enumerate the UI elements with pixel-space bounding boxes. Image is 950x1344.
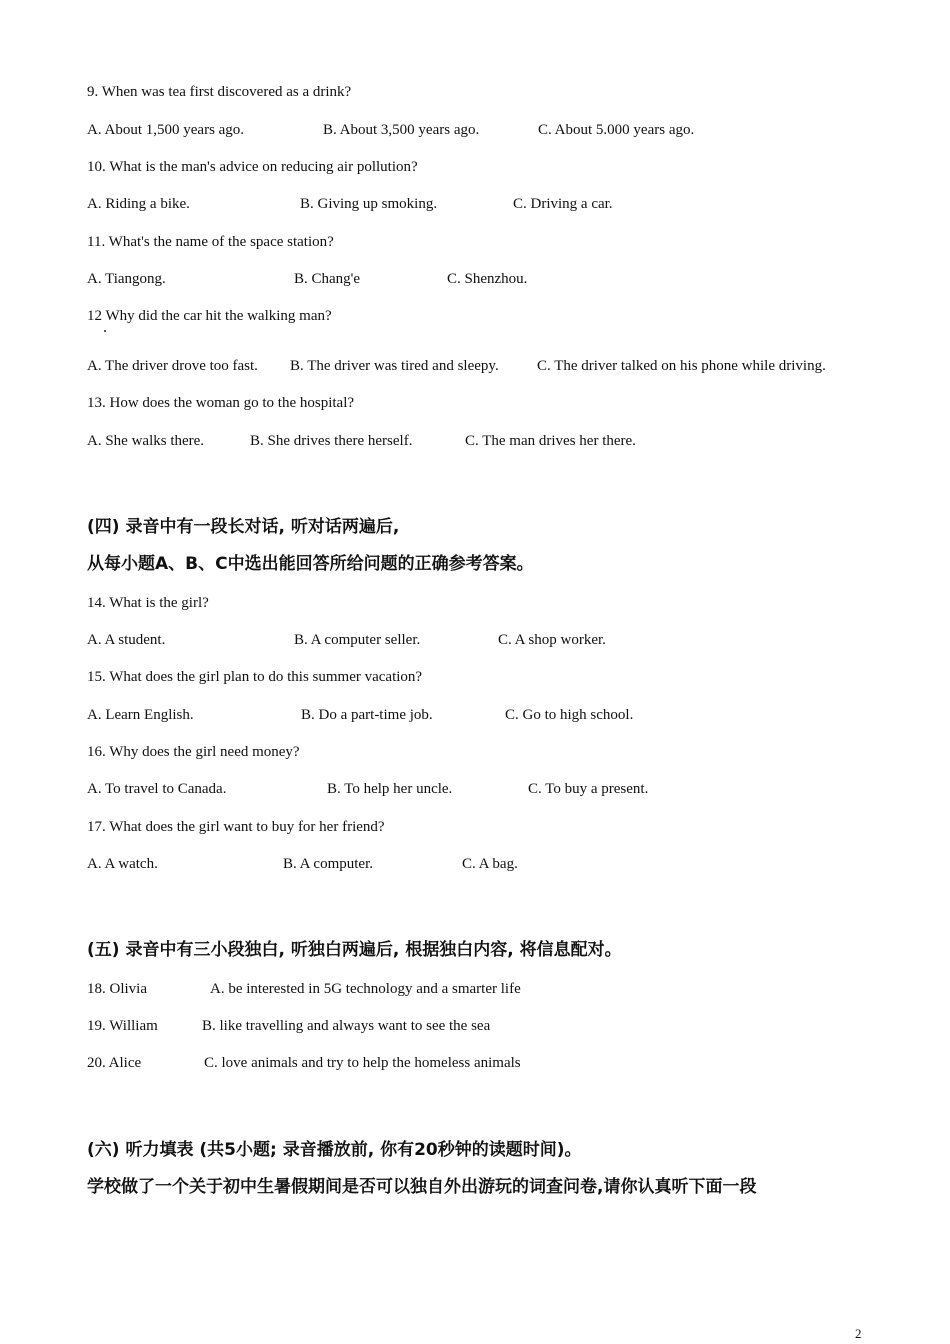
option-14a: A. A student. bbox=[87, 632, 166, 648]
match-name-18: 18. Olivia bbox=[87, 981, 147, 997]
question-10: 10. What is the man's advice on reducing air pollution? bbox=[87, 159, 418, 175]
option-10c: C. Driving a car. bbox=[513, 196, 613, 212]
question-9: 9. When was tea first discovered as a drink? bbox=[87, 84, 352, 100]
option-10b: B. Giving up smoking. bbox=[300, 196, 438, 212]
option-13b: B. She drives there herself. bbox=[250, 433, 413, 449]
option-13a: A. She walks there. bbox=[87, 433, 205, 449]
section-4-instructions: 从每小题A、B、C中选出能回答所给问题的正确参考答案。 bbox=[87, 554, 534, 574]
option-17b: B. A computer. bbox=[283, 856, 373, 872]
option-10a: A. Riding a bike. bbox=[87, 196, 190, 212]
match-info-b: B. like travelling and always want to see the sea bbox=[202, 1018, 491, 1034]
option-16a: A. To travel to Canada. bbox=[87, 781, 227, 797]
question-13: 13. How does the woman go to the hospital? bbox=[87, 395, 355, 411]
stray-dot bbox=[104, 330, 106, 332]
option-11a: A. Tiangong. bbox=[87, 271, 166, 287]
option-9a: A. About 1,500 years ago. bbox=[87, 122, 245, 138]
question-16: 16. Why does the girl need money? bbox=[87, 744, 300, 760]
section-5-title: (五) 录音中有三小段独白, 听独白两遍后, 根据独白内容, 将信息配对。 bbox=[87, 940, 622, 960]
option-14b: B. A computer seller. bbox=[294, 632, 421, 648]
option-12a: A. The driver drove too fast. bbox=[87, 358, 258, 374]
option-9c: C. About 5.000 years ago. bbox=[538, 122, 695, 138]
option-13c: C. The man drives her there. bbox=[465, 433, 636, 449]
option-15b: B. Do a part-time job. bbox=[301, 707, 433, 723]
option-16c: C. To buy a present. bbox=[528, 781, 649, 797]
section-6-title: (六) 听力填表 (共5小题; 录音播放前, 你有20秒钟的读题时间)。 bbox=[87, 1140, 582, 1160]
option-12b: B. The driver was tired and sleepy. bbox=[290, 358, 499, 374]
match-name-20: 20. Alice bbox=[87, 1055, 142, 1071]
option-12c: C. The driver talked on his phone while driving. bbox=[537, 358, 826, 374]
match-name-19: 19. William bbox=[87, 1018, 158, 1034]
match-info-c: C. love animals and try to help the homeless animals bbox=[204, 1055, 521, 1071]
question-12: 12 Why did the car hit the walking man? bbox=[87, 308, 332, 324]
option-14c: C. A shop worker. bbox=[498, 632, 606, 648]
section-6-intro: 学校做了一个关于初中生暑假期间是否可以独自外出游玩的词查问卷,请你认真听下面一段 bbox=[87, 1177, 757, 1197]
option-11c: C. Shenzhou. bbox=[447, 271, 528, 287]
question-14: 14. What is the girl? bbox=[87, 595, 209, 611]
match-info-a: A. be interested in 5G technology and a smarter life bbox=[210, 981, 521, 997]
question-15: 15. What does the girl plan to do this summer vacation? bbox=[87, 669, 423, 685]
option-11b: B. Chang'e bbox=[294, 271, 361, 287]
option-15a: A. Learn English. bbox=[87, 707, 194, 723]
question-17: 17. What does the girl want to buy for her friend? bbox=[87, 819, 385, 835]
option-9b: B. About 3,500 years ago. bbox=[323, 122, 480, 138]
option-15c: C. Go to high school. bbox=[505, 707, 634, 723]
option-17a: A. A watch. bbox=[87, 856, 158, 872]
page-number: 2 bbox=[855, 1326, 862, 1341]
option-17c: C. A bag. bbox=[462, 856, 518, 872]
section-4-title: (四) 录音中有一段长对话, 听对话两遍后, bbox=[87, 517, 400, 537]
question-11: 11. What's the name of the space station? bbox=[87, 234, 334, 250]
option-16b: B. To help her uncle. bbox=[327, 781, 453, 797]
